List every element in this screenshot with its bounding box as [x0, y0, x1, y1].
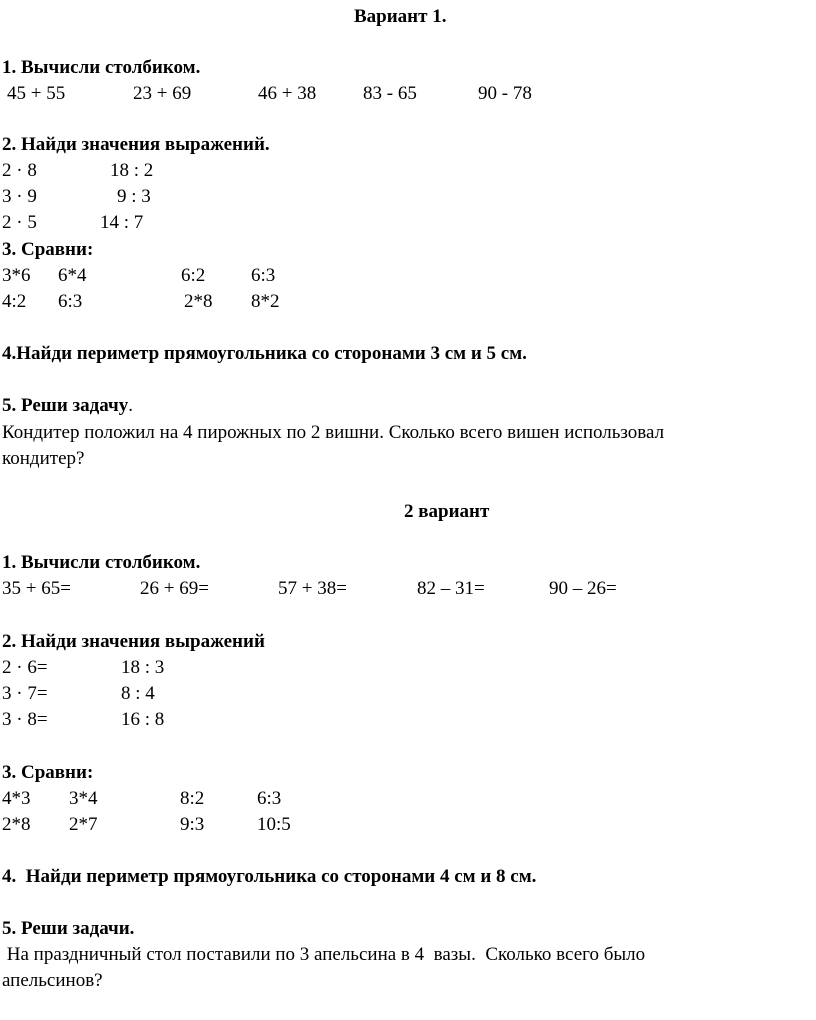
v2-task3-heading: 3. Сравни: [2, 762, 94, 783]
v1-task5-text: Кондитер положил на 4 пирожных по 2 вишни. Сколько всего вишен использовал [2, 422, 665, 443]
v1-task2-expr: 14 : 7 [100, 212, 144, 233]
v2-task2-expr: 8 : 4 [121, 683, 155, 704]
v2-task2-heading: 2. Найди значения выражений [2, 631, 265, 652]
v1-task4-heading: 4.Найди периметр прямоугольника со сторонами 3 см и 5 см. [2, 343, 527, 364]
v2-task5-text: На праздничный стол поставили по 3 апельсина в 4 вазы. Сколько всего было [2, 944, 646, 965]
v1-task2-expr: 9 : 3 [117, 186, 151, 207]
v2-task3-expr: 2*8 [2, 814, 31, 835]
v2-task3-expr: 9:3 [180, 814, 205, 835]
v2-task3-expr: 10:5 [257, 814, 291, 835]
v1-task3-expr: 6:3 [251, 265, 276, 286]
v1-task2-expr: 3 · 9 [2, 186, 37, 207]
v1-task3-expr: 6:2 [181, 265, 206, 286]
v1-task2-expr: 2 · 5 [2, 212, 37, 233]
v2-task1-item: 90 – 26= [549, 578, 617, 599]
v2-task5-text: апельсинов? [2, 970, 103, 991]
v1-task2-heading: 2. Найди значения выражений. [2, 134, 270, 155]
v2-task3-expr: 2*7 [69, 814, 98, 835]
variant-2-title: 2 вариант [404, 501, 490, 522]
v2-task2-expr: 3 · 7= [2, 683, 48, 704]
v1-task1-item: 83 - 65 [363, 83, 417, 104]
v2-task5-heading: 5. Реши задачи. [2, 918, 135, 939]
v1-task3-expr: 4:2 [2, 291, 27, 312]
v1-task3-expr: 6:3 [58, 291, 83, 312]
v2-task3-expr: 6:3 [257, 788, 282, 809]
v1-task1-item: 46 + 38 [258, 83, 317, 104]
v1-task2-expr: 18 : 2 [110, 160, 154, 181]
v1-task1-heading: 1. Вычисли столбиком. [2, 57, 201, 78]
v2-task2-expr: 18 : 3 [121, 657, 165, 678]
v1-task5-heading-dot: . [128, 395, 133, 416]
v1-task3-expr: 2*8 [184, 291, 213, 312]
v1-task5-heading: 5. Реши задачу [2, 395, 129, 416]
v2-task2-expr: 3 · 8= [2, 709, 48, 730]
v2-task1-item: 35 + 65= [2, 578, 71, 599]
v1-task1-item: 23 + 69 [133, 83, 192, 104]
v1-task3-expr: 6*4 [58, 265, 87, 286]
v2-task1-item: 82 – 31= [417, 578, 485, 599]
v1-task1-item: 90 - 78 [478, 83, 532, 104]
v2-task3-expr: 4*3 [2, 788, 31, 809]
v2-task2-expr: 16 : 8 [121, 709, 165, 730]
v1-task3-expr: 3*6 [2, 265, 31, 286]
v1-task5-heading-line [2, 396, 133, 415]
v1-task5-text: кондитер? [2, 448, 85, 469]
v2-task3-expr: 8:2 [180, 788, 205, 809]
v1-task3-heading: 3. Сравни: [2, 239, 94, 260]
v1-task1-item: 45 + 55 [7, 83, 66, 104]
v1-task3-expr: 8*2 [251, 291, 280, 312]
v2-task1-item: 26 + 69= [140, 578, 209, 599]
v2-task1-heading: 1. Вычисли столбиком. [2, 552, 201, 573]
v2-task3-expr: 3*4 [69, 788, 98, 809]
v2-task1-item: 57 + 38= [278, 578, 347, 599]
v1-task2-expr: 2 · 8 [2, 160, 37, 181]
v2-task2-expr: 2 · 6= [2, 657, 48, 678]
variant-1-title: Вариант 1. [354, 6, 447, 27]
v2-task4-heading: 4. Найди периметр прямоугольника со сторонами 4 см и 8 см. [2, 866, 537, 887]
